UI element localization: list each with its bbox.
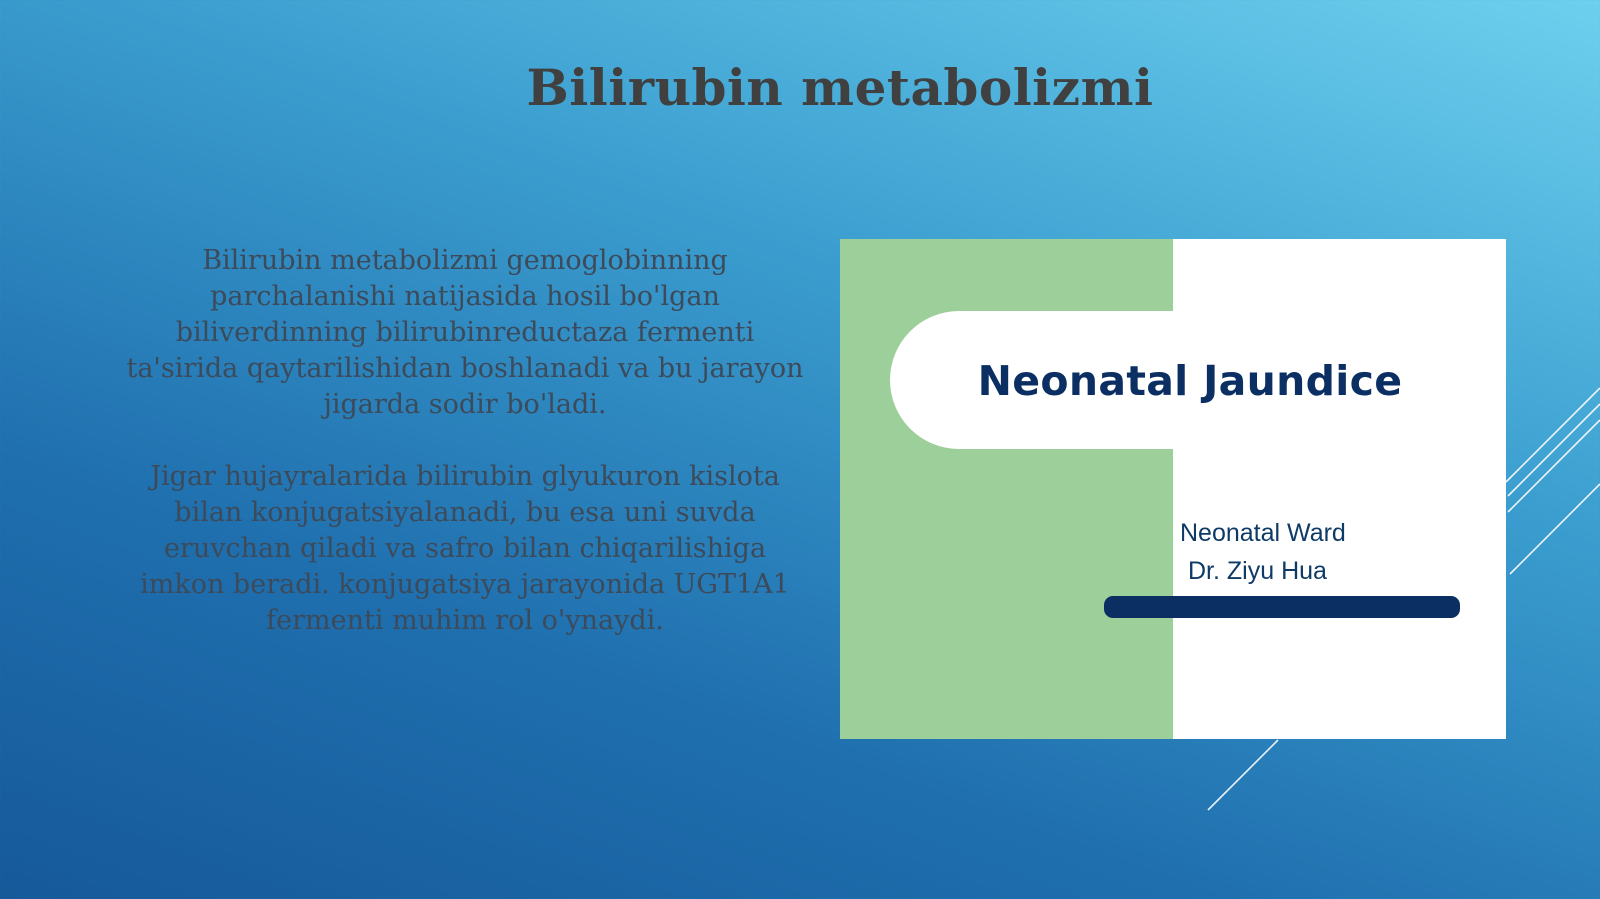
image-ward-label: Neonatal Ward <box>1180 519 1346 547</box>
deco-line <box>1208 740 1278 810</box>
image-title: Neonatal Jaundice <box>977 357 1403 405</box>
image-doctor-label: Dr. Ziyu Hua <box>1188 557 1327 585</box>
deco-line <box>1508 404 1600 496</box>
paragraph-1: Bilirubin metabolizmi gemoglobinning parchalanishi natijasida hosil bo'lgan biliverdinning bilirubinreductaza fermenti ta'sirida qaytarilishidan boshlanadi va bu jarayon jigarda sodir bo'ladi. <box>126 245 804 420</box>
paragraph-2: Jigar hujayralarida bilirubin glyukuron kislota bilan konjugatsiyalanadi, bu esa uni suvda eruvchan qiladi va safro bilan chiqarilishiga imkon beradi. konjugatsiya jarayonida UGT1A1 fermenti muhim rol o'ynaydi. <box>140 461 790 636</box>
slide-title: Bilirubin metabolizmi <box>526 58 1154 117</box>
